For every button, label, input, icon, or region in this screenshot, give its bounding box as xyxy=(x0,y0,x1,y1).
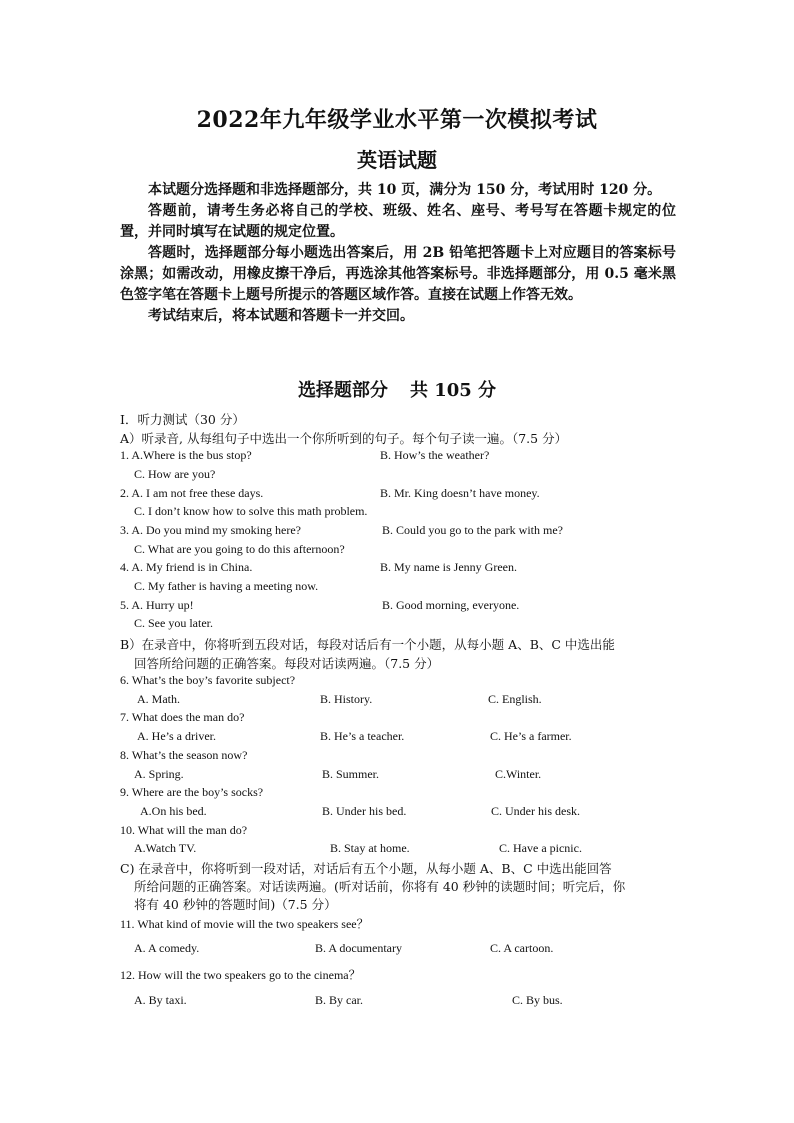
q2-option-a: 2. A. I am not free these days. xyxy=(120,486,264,500)
part-c-instruction-line2: 所给问题的正确答案。对话读两遍。(听对话前，你将有 40 秒钟的读题时间；听完后，你 xyxy=(134,879,626,894)
q8-question: 8. What’s the season now? xyxy=(120,748,248,762)
q12-question: 12. How will the two speakers go to the cinema？ xyxy=(120,968,361,982)
q10-question: 10. What will the man do? xyxy=(120,823,248,837)
q1-option-b: B. How’s the weather? xyxy=(380,448,490,462)
q10-option-b: B. Stay at home. xyxy=(330,841,410,855)
q2-option-c: C. I don’t know how to solve this math problem. xyxy=(134,504,368,518)
part-a-instruction: A）听录音, 从每组句子中选出一个你所听到的句子。每个句子读一遍。（7.5 分） xyxy=(120,431,568,446)
q11-question: 11. What kind of movie will the two speakers see？ xyxy=(120,917,369,931)
q11-option-b: B. A documentary xyxy=(315,941,402,955)
q6-option-a: A. Math. xyxy=(137,692,180,706)
q3-option-a: 3. A. Do you mind my smoking here? xyxy=(120,523,301,537)
q6-question: 6. What’s the boy’s favorite subject? xyxy=(120,673,296,687)
instruction-paragraph-1: 本试题分选择题和非选择题部分，共 10 页，满分为 150 分，考试用时 120 分。 xyxy=(148,182,662,198)
part-b-instruction-line1: B）在录音中，你将听到五段对话，每段对话后有一个小题，从每小题 A、B、C 中选出能 xyxy=(120,637,615,652)
q7-option-a: A. He’s a driver. xyxy=(137,729,216,743)
q5-option-a: 5. A. Hurry up! xyxy=(120,598,194,612)
section-heading xyxy=(0,376,794,402)
q7-question: 7. What does the man do? xyxy=(120,710,245,724)
q12-option-a: A. By taxi. xyxy=(134,993,187,1007)
q9-question: 9. Where are the boy’s socks? xyxy=(120,785,264,799)
q8-option-a: A. Spring. xyxy=(134,767,184,781)
q2-option-b: B. Mr. King doesn’t have money. xyxy=(380,486,540,500)
q6-option-b: B. History. xyxy=(320,692,373,706)
q5-option-b: B. Good morning, everyone. xyxy=(382,598,520,612)
q6-option-c: C. English. xyxy=(488,692,542,706)
part1-heading: I．听力测试（30 分） xyxy=(120,412,245,427)
q4-option-b: B. My name is Jenny Green. xyxy=(380,560,517,574)
exam-subtitle: 英语试题 xyxy=(357,148,437,172)
q1-option-c: C. How are you? xyxy=(134,467,216,481)
q10-option-c: C. Have a picnic. xyxy=(499,841,582,855)
q7-option-c: C. He’s a farmer. xyxy=(490,729,572,743)
q1-option-a: 1. A.Where is the bus stop? xyxy=(120,448,252,462)
exam-instructions xyxy=(120,180,676,327)
instruction-paragraph-2: 答题前，请考生务必将自己的学校、班级、姓名、座号、考号写在答题卡规定的位置，并同时填写在试题的规定位置。 xyxy=(120,203,676,240)
q8-option-c: C.Winter. xyxy=(495,767,542,781)
instruction-paragraph-3: 答题时，选择题部分每小题选出答案后，用 2B 铅笔把答题卡上对应题目的答案标号涂黑；如需改动，用橡皮擦干净后，再选涂其他答案标号。非选择题部分，用 0.5 毫米黑色签字笔在答题卡上题号所提示的答题区域作答。直接在试题上作答无效。 xyxy=(120,245,676,303)
exam-title: 2022年九年级学业水平第一次模拟考试 xyxy=(196,107,598,133)
q11-option-c: C. A cartoon. xyxy=(490,941,554,955)
part-c-instruction-line1: C) 在录音中，你将听到一段对话，对话后有五个小题，从每小题 A、B、C 中选出能回答 xyxy=(120,861,612,876)
q12-option-b: B. By car. xyxy=(315,993,363,1007)
instruction-paragraph-4: 考试结束后，将本试题和答题卡一并交回。 xyxy=(148,308,414,324)
part-b-instruction-line2: 回答所给问题的正确答案。每段对话读两遍。（7.5 分） xyxy=(134,656,440,671)
q12-option-c: C. By bus. xyxy=(512,993,563,1007)
section-score: 共 105 分 xyxy=(409,380,497,401)
q3-option-c: C. What are you going to do this afternoon? xyxy=(134,542,345,556)
q9-option-c: C. Under his desk. xyxy=(491,804,580,818)
q4-option-c: C. My father is having a meeting now. xyxy=(134,579,319,593)
part-c-instruction-line3: 将有 40 秒钟的答题时间)（7.5 分） xyxy=(134,897,337,912)
q3-option-b: B. Could you go to the park with me? xyxy=(382,523,563,537)
q10-option-a: A.Watch TV. xyxy=(134,841,197,855)
q7-option-b: B. He’s a teacher. xyxy=(320,729,405,743)
section-title: 选择题部分 xyxy=(297,380,388,401)
q4-option-a: 4. A. My friend is in China. xyxy=(120,560,253,574)
q5-option-c: C. See you later. xyxy=(134,616,213,630)
q11-option-a: A. A comedy. xyxy=(134,941,200,955)
q8-option-b: B. Summer. xyxy=(322,767,380,781)
q9-option-a: A.On his bed. xyxy=(140,804,207,818)
q9-option-b: B. Under his bed. xyxy=(322,804,407,818)
